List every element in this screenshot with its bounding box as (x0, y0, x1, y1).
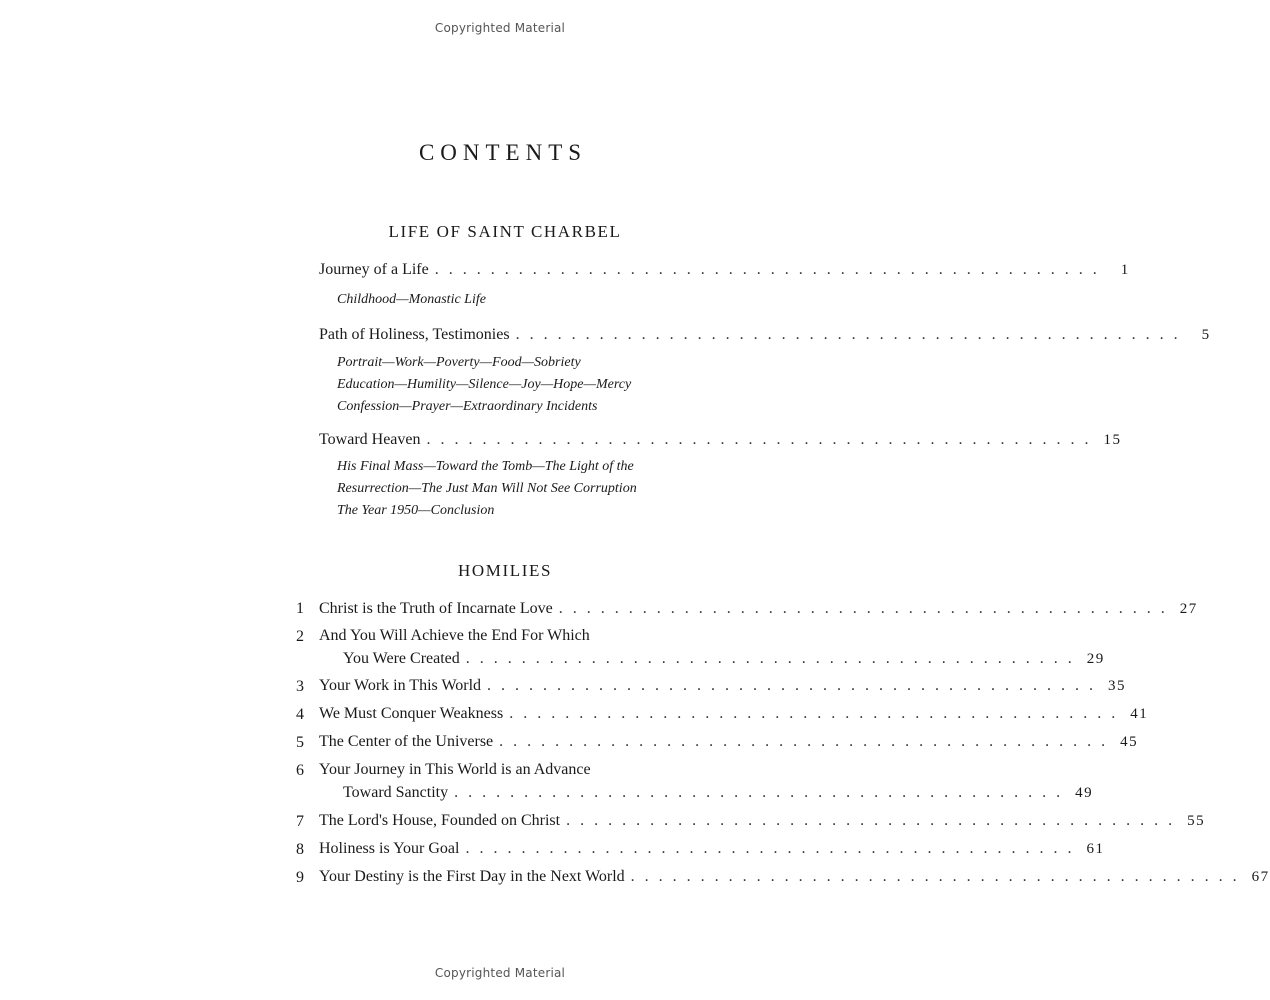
toc-subtopics: Childhood—Monastic Life (337, 292, 486, 307)
dot-leader: . . . . . . . . . . . . . . . . . . . . . . . . . . . . . . . . . . . . . . . . . . . . (630, 868, 1240, 885)
toc-entry-title: The Center of the Universe (319, 733, 494, 750)
dot-leader: . . . . . . . . . . . . . . . . . . . . . . . . . . . . . . . . . . . . . . . . . . . . (487, 677, 1097, 694)
homily-number: 5 (296, 734, 304, 751)
toc-entry[interactable] (319, 675, 1127, 697)
section-heading-homilies: HOMILIES (457, 561, 552, 580)
toc-entry-title: Your Destiny is the First Day in the Next World (319, 868, 625, 885)
toc-subtopics: Education—Humility—Silence—Joy—Hope—Mercy (337, 377, 632, 392)
homily-number: 2 (296, 628, 304, 645)
toc-entry-page: 41 (1130, 706, 1149, 722)
toc-subtopics: Resurrection—The Just Man Will Not See Corruption (337, 481, 637, 496)
toc-entry-title: Toward Heaven (319, 431, 421, 448)
toc-entry-page: 35 (1108, 678, 1127, 694)
toc-entry[interactable] (319, 703, 1149, 725)
homily-number: 7 (296, 813, 304, 830)
toc-entry[interactable] (319, 866, 1270, 888)
homily-number: 3 (296, 678, 304, 695)
copyright-watermark-bottom: Copyrighted Material (434, 966, 566, 980)
toc-entry-page: 29 (1086, 651, 1105, 667)
dot-leader: . . . . . . . . . . . . . . . . . . . . . . . . . . . . . . . . . . . . . . . . . . . . . . . . (515, 326, 1181, 343)
toc-entry-page: 49 (1075, 785, 1094, 801)
toc-subtopics: Portrait—Work—Poverty—Food—Sobriety (337, 355, 581, 370)
homily-number: 8 (296, 841, 304, 858)
toc-entry[interactable] (319, 429, 1122, 451)
toc-entry[interactable] (319, 598, 1198, 620)
toc-entry-title[interactable]: And You Will Achieve the End For Which (319, 627, 590, 644)
homily-number: 1 (296, 600, 304, 617)
toc-entry[interactable] (319, 259, 1130, 281)
toc-entry-title: Path of Holiness, Testimonies (319, 326, 510, 343)
toc-subtopics: His Final Mass—Toward the Tomb—The Light of the (337, 459, 634, 474)
toc-entry-title-continued: Toward Sanctity (343, 784, 449, 801)
toc-entry[interactable] (319, 838, 1105, 860)
toc-entry-page: 55 (1187, 813, 1206, 829)
toc-entry-page: 27 (1179, 601, 1198, 617)
dot-leader: . . . . . . . . . . . . . . . . . . . . . . . . . . . . . . . . . . . . . . . . . . . . (558, 600, 1168, 617)
toc-entry-title[interactable]: Your Journey in This World is an Advance (319, 761, 591, 778)
dot-leader: . . . . . . . . . . . . . . . . . . . . . . . . . . . . . . . . . . . . . . . . . . . . (454, 784, 1064, 801)
homily-number: 4 (296, 706, 304, 723)
toc-entry[interactable] (319, 324, 1211, 346)
toc-entry-page: 1 (1120, 262, 1130, 278)
toc-entry-page: 15 (1103, 432, 1122, 448)
toc-entry-title: Journey of a Life (319, 261, 429, 278)
homily-number: 6 (296, 762, 304, 779)
toc-entry-page: 45 (1120, 734, 1139, 750)
toc-entry[interactable] (319, 782, 1094, 804)
dot-leader: . . . . . . . . . . . . . . . . . . . . . . . . . . . . . . . . . . . . . . . . . . . . (465, 840, 1075, 857)
toc-entry-title: Your Work in This World (319, 677, 482, 694)
section-heading-life: LIFE OF SAINT CHARBEL (388, 222, 622, 241)
toc-entry-title: Christ is the Truth of Incarnate Love (319, 600, 553, 617)
toc-entry-title-continued: You Were Created (343, 650, 460, 667)
toc-subtopics: Confession—Prayer—Extraordinary Incidents (337, 399, 598, 414)
toc-entry[interactable] (319, 810, 1206, 832)
toc-entry[interactable] (319, 731, 1139, 753)
dot-leader: . . . . . . . . . . . . . . . . . . . . . . . . . . . . . . . . . . . . . . . . . . . . . . . . (426, 431, 1092, 448)
copyright-watermark-top: Copyrighted Material (434, 21, 566, 35)
dot-leader: . . . . . . . . . . . . . . . . . . . . . . . . . . . . . . . . . . . . . . . . . . . . (465, 650, 1075, 667)
page-title: CONTENTS (418, 140, 588, 165)
homily-number: 9 (296, 869, 304, 886)
toc-entry-page: 61 (1086, 841, 1105, 857)
dot-leader: . . . . . . . . . . . . . . . . . . . . . . . . . . . . . . . . . . . . . . . . . . . . . . . . (434, 261, 1100, 278)
dot-leader: . . . . . . . . . . . . . . . . . . . . . . . . . . . . . . . . . . . . . . . . . . . . (499, 733, 1109, 750)
toc-entry-page: 67 (1251, 869, 1270, 885)
toc-entry-title: We Must Conquer Weakness (319, 705, 504, 722)
toc-entry[interactable] (319, 648, 1105, 670)
toc-entry-page: 5 (1201, 327, 1211, 343)
dot-leader: . . . . . . . . . . . . . . . . . . . . . . . . . . . . . . . . . . . . . . . . . . . . (509, 705, 1119, 722)
toc-entry-title: Holiness is Your Goal (319, 840, 460, 857)
dot-leader: . . . . . . . . . . . . . . . . . . . . . . . . . . . . . . . . . . . . . . . . . . . . (566, 812, 1176, 829)
toc-entry-title: The Lord's House, Founded on Christ (319, 812, 561, 829)
toc-subtopics: The Year 1950—Conclusion (337, 503, 495, 518)
